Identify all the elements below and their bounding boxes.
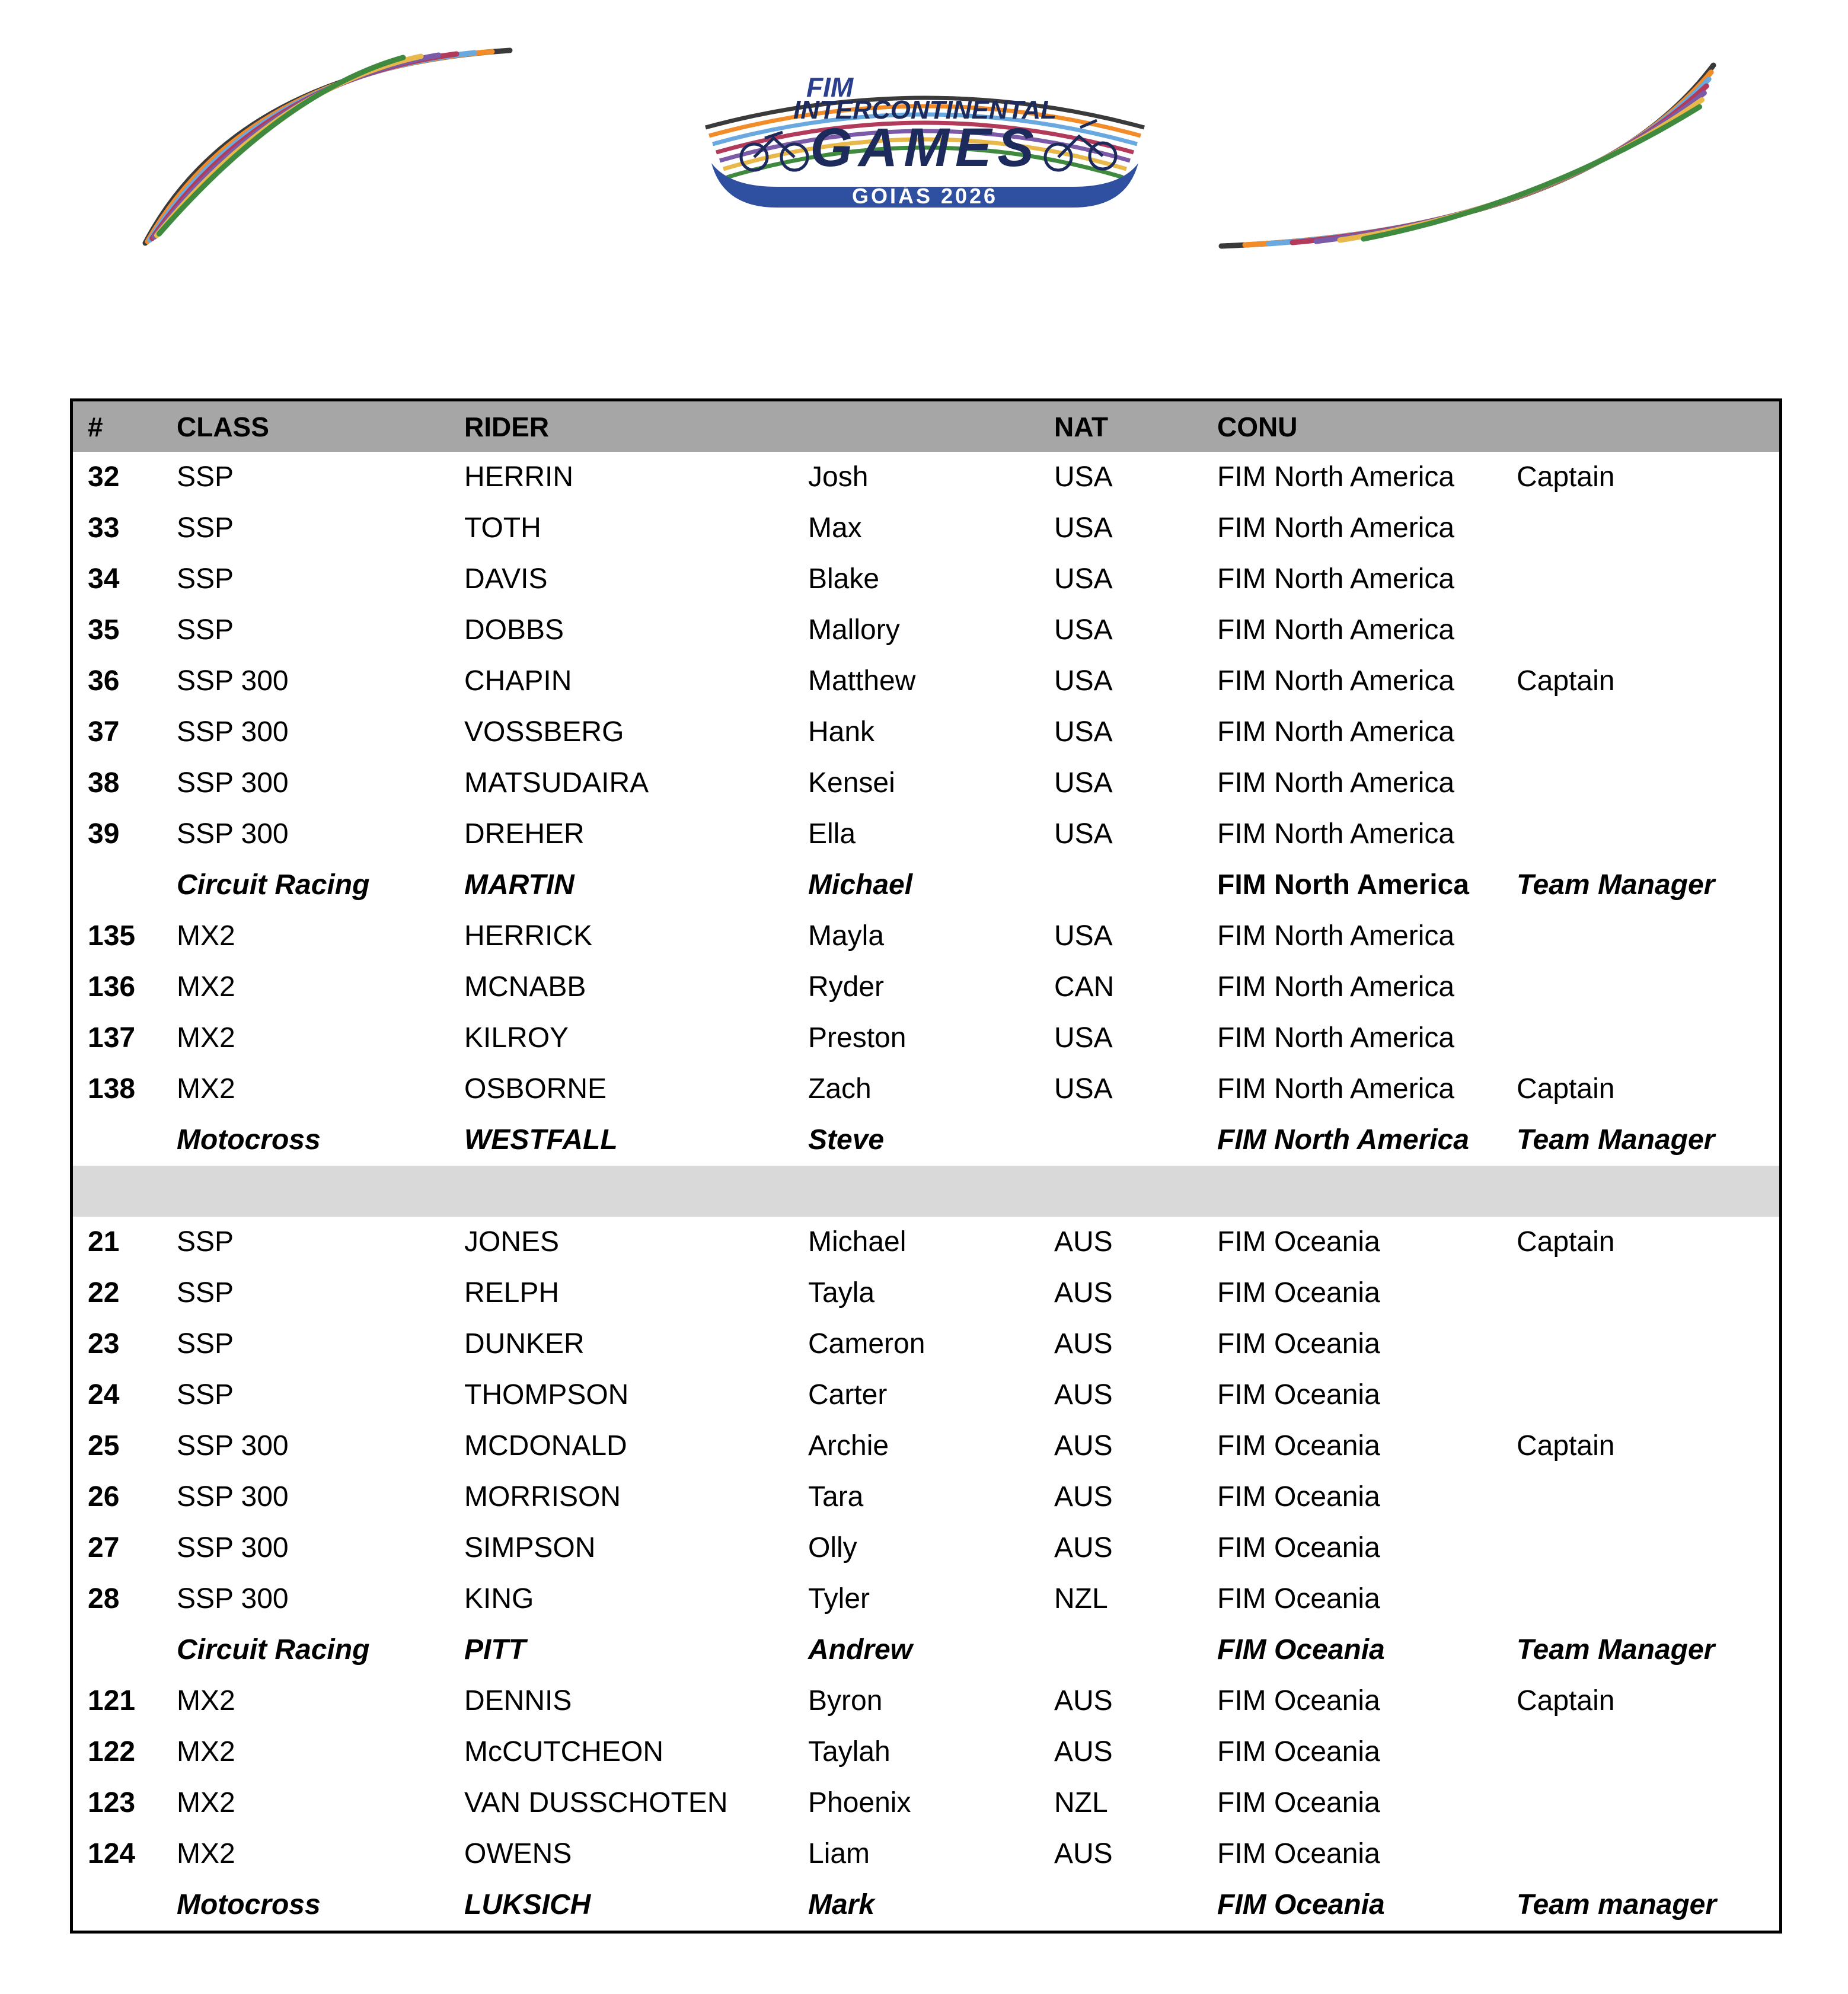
table-row (73, 1064, 1779, 1115)
logo-org-text: FIM (806, 72, 854, 103)
table-row (73, 656, 1779, 707)
decorative-stripes-left (142, 44, 634, 249)
cell-nat: AUS (1054, 1685, 1113, 1717)
cell-class: SSP (177, 563, 234, 595)
cell-last-name: THOMPSON (464, 1379, 629, 1411)
cell-number: 35 (88, 614, 120, 646)
table-row (73, 758, 1779, 809)
cell-conu: FIM North America (1217, 1073, 1455, 1105)
cell-nat: USA (1054, 767, 1113, 799)
cell-class: SSP 300 (177, 665, 289, 697)
team-manager-row (73, 860, 1779, 911)
cell-nat: AUS (1054, 1379, 1113, 1411)
team-manager-row (73, 1625, 1779, 1676)
cell-number: 121 (88, 1685, 136, 1717)
cell-number: 34 (88, 563, 120, 595)
header-number: # (88, 411, 103, 442)
cell-conu: FIM North America (1217, 869, 1469, 901)
cell-nat: USA (1054, 512, 1113, 544)
cell-conu: FIM Oceania (1217, 1634, 1385, 1666)
cell-last-name: MATSUDAIRA (464, 767, 649, 799)
cell-class: SSP 300 (177, 818, 289, 850)
stripe-line (1316, 93, 1704, 241)
cell-role: Team Manager (1517, 1124, 1715, 1156)
cell-role: Captain (1517, 461, 1615, 493)
cell-conu: FIM North America (1217, 920, 1455, 952)
cell-number: 26 (88, 1481, 120, 1513)
cell-first-name: Byron (808, 1685, 883, 1717)
stripe-line (1269, 79, 1709, 244)
cell-first-name: Zach (808, 1073, 872, 1105)
cell-number: 25 (88, 1430, 120, 1462)
cell-nat: USA (1054, 563, 1113, 595)
cell-conu: FIM North America (1217, 512, 1455, 544)
cell-conu: FIM Oceania (1217, 1532, 1380, 1564)
cell-last-name: DENNIS (464, 1685, 572, 1717)
cell-conu: FIM Oceania (1217, 1328, 1380, 1360)
cell-nat: USA (1054, 461, 1113, 493)
cell-first-name: Michael (808, 1226, 907, 1258)
cell-nat: AUS (1054, 1430, 1113, 1462)
cell-class: SSP (177, 1328, 234, 1360)
cell-nat: NZL (1054, 1787, 1108, 1818)
cell-class: MX2 (177, 1073, 235, 1105)
table-row (73, 1013, 1779, 1064)
cell-conu: FIM Oceania (1217, 1379, 1380, 1411)
cell-conu: FIM Oceania (1217, 1430, 1380, 1462)
cell-conu: FIM Oceania (1217, 1787, 1380, 1818)
cell-last-name: MARTIN (464, 869, 574, 901)
header-class: CLASS (177, 411, 269, 442)
cell-last-name: CHAPIN (464, 665, 572, 697)
cell-class: SSP (177, 461, 234, 493)
cell-first-name: Cameron (808, 1328, 925, 1360)
cell-last-name: DREHER (464, 818, 585, 850)
cell-nat: AUS (1054, 1277, 1113, 1309)
cell-first-name: Steve (808, 1124, 885, 1156)
cell-first-name: Carter (808, 1379, 888, 1411)
cell-class: MX2 (177, 1736, 235, 1768)
table-row (73, 809, 1779, 860)
cell-number: 32 (88, 461, 120, 493)
cell-first-name: Mallory (808, 614, 900, 646)
logo-title-line1: INTERCONTINENTAL (793, 95, 1057, 125)
cell-first-name: Mayla (808, 920, 885, 952)
cell-conu: FIM North America (1217, 665, 1455, 697)
cell-class: SSP (177, 1226, 234, 1258)
cell-number: 21 (88, 1226, 120, 1258)
cell-last-name: LUKSICH (464, 1889, 591, 1920)
table-row (73, 1319, 1779, 1370)
cell-first-name: Max (808, 512, 862, 544)
cell-nat: AUS (1054, 1226, 1113, 1258)
cell-class: MX2 (177, 1022, 235, 1054)
table-row (73, 605, 1779, 656)
cell-class: SSP 300 (177, 767, 289, 799)
cell-last-name: KILROY (464, 1022, 569, 1054)
section-separator (73, 1166, 1779, 1217)
cell-conu: FIM North America (1217, 563, 1455, 595)
cell-nat: USA (1054, 1073, 1113, 1105)
cell-nat: USA (1054, 818, 1113, 850)
table-row (73, 503, 1779, 554)
cell-conu: FIM North America (1217, 818, 1455, 850)
cell-last-name: MORRISON (464, 1481, 621, 1513)
cell-first-name: Andrew (808, 1634, 913, 1666)
cell-conu: FIM Oceania (1217, 1838, 1380, 1869)
cell-first-name: Blake (808, 563, 880, 595)
cell-nat: AUS (1054, 1532, 1113, 1564)
cell-role: Captain (1517, 1226, 1615, 1258)
stripe-line (148, 52, 492, 241)
cell-last-name: OWENS (464, 1838, 572, 1869)
cell-first-name: Taylah (808, 1736, 891, 1768)
cell-last-name: JONES (464, 1226, 560, 1258)
cell-class: MX2 (177, 1685, 235, 1717)
cell-number: 38 (88, 767, 120, 799)
cell-role: Team manager (1517, 1889, 1717, 1920)
cell-class: SSP (177, 614, 234, 646)
cell-last-name: HERRICK (464, 920, 593, 952)
table-body (73, 452, 1779, 1931)
cell-nat: USA (1054, 920, 1113, 952)
cell-number: 138 (88, 1073, 136, 1105)
cell-conu: FIM North America (1217, 461, 1455, 493)
cell-conu: FIM Oceania (1217, 1226, 1380, 1258)
cell-first-name: Preston (808, 1022, 907, 1054)
cell-first-name: Olly (808, 1532, 857, 1564)
cell-first-name: Phoenix (808, 1787, 911, 1818)
cell-role: Captain (1517, 1685, 1615, 1717)
table-row (73, 1574, 1779, 1625)
cell-class: Motocross (177, 1889, 321, 1920)
table-row (73, 1829, 1779, 1880)
table-row (73, 1727, 1779, 1778)
cell-nat: AUS (1054, 1736, 1113, 1768)
stripe-line (150, 53, 474, 240)
cell-conu: FIM North America (1217, 1124, 1469, 1156)
cell-class: SSP 300 (177, 716, 289, 748)
cell-last-name: WESTFALL (464, 1124, 618, 1156)
cell-class: MX2 (177, 971, 235, 1003)
cell-conu: FIM North America (1217, 614, 1455, 646)
stripe-line (157, 56, 422, 235)
stripe-line (155, 55, 439, 237)
logo-location-text: GOIÁS 2026 (851, 184, 998, 208)
cell-last-name: HERRIN (464, 461, 574, 493)
cell-last-name: KING (464, 1583, 534, 1615)
cell-class: Circuit Racing (177, 869, 370, 901)
cell-first-name: Michael (808, 869, 913, 901)
cell-number: 137 (88, 1022, 136, 1054)
table-row (73, 1370, 1779, 1421)
table-row (73, 1523, 1779, 1574)
cell-number: 123 (88, 1787, 136, 1818)
roster-table (70, 398, 1782, 1934)
table-row (73, 1676, 1779, 1727)
cell-number: 28 (88, 1583, 120, 1615)
stripe-line (145, 50, 510, 243)
table-row (73, 1268, 1779, 1319)
table-row (73, 1778, 1779, 1829)
cell-first-name: Ryder (808, 971, 885, 1003)
cell-class: MX2 (177, 920, 235, 952)
stripe-line (159, 58, 403, 234)
fim-games-logo (688, 68, 1162, 222)
table-row (73, 554, 1779, 605)
decorative-stripes-right (1209, 59, 1719, 249)
cell-number: 135 (88, 920, 136, 952)
cell-role: Team Manager (1517, 1634, 1715, 1666)
cell-number: 22 (88, 1277, 120, 1309)
cell-last-name: OSBORNE (464, 1073, 607, 1105)
cell-conu: FIM North America (1217, 716, 1455, 748)
cell-class: SSP (177, 1277, 234, 1309)
table-row (73, 1217, 1779, 1268)
cell-role: Captain (1517, 665, 1615, 697)
cell-first-name: Josh (808, 461, 869, 493)
cell-class: SSP 300 (177, 1532, 289, 1564)
cell-class: Motocross (177, 1124, 321, 1156)
cell-first-name: Liam (808, 1838, 870, 1869)
cell-nat: USA (1054, 716, 1113, 748)
team-manager-row (73, 1115, 1779, 1166)
cell-nat: NZL (1054, 1583, 1108, 1615)
cell-conu: FIM Oceania (1217, 1277, 1380, 1309)
header-rider: RIDER (464, 411, 550, 442)
cell-nat: AUS (1054, 1481, 1113, 1513)
cell-last-name: DAVIS (464, 563, 548, 595)
cell-number: 36 (88, 665, 120, 697)
stripe-line (152, 54, 457, 238)
cell-first-name: Ella (808, 818, 856, 850)
cell-class: MX2 (177, 1838, 235, 1869)
cell-nat: AUS (1054, 1328, 1113, 1360)
cell-first-name: Tara (808, 1481, 864, 1513)
cell-nat: USA (1054, 1022, 1113, 1054)
cell-last-name: MCDONALD (464, 1430, 627, 1462)
cell-last-name: MCNABB (464, 971, 586, 1003)
cell-role: Team Manager (1517, 869, 1715, 901)
cell-number: 24 (88, 1379, 120, 1411)
cell-first-name: Tayla (808, 1277, 875, 1309)
cell-number: 39 (88, 818, 120, 850)
cell-class: Circuit Racing (177, 1634, 370, 1666)
cell-number: 124 (88, 1838, 136, 1869)
table-row (73, 1421, 1779, 1472)
cell-first-name: Mark (808, 1889, 875, 1920)
cell-conu: FIM North America (1217, 971, 1455, 1003)
cell-number: 23 (88, 1328, 120, 1360)
table-row (73, 707, 1779, 758)
cell-last-name: McCUTCHEON (464, 1736, 663, 1768)
cell-first-name: Matthew (808, 665, 916, 697)
cell-nat: AUS (1054, 1838, 1113, 1869)
cell-number: 136 (88, 971, 136, 1003)
cell-last-name: DUNKER (464, 1328, 585, 1360)
cell-first-name: Kensei (808, 767, 895, 799)
stripe-line (1221, 65, 1713, 246)
cell-class: SSP 300 (177, 1430, 289, 1462)
cell-number: 27 (88, 1532, 120, 1564)
cell-role: Captain (1517, 1073, 1615, 1105)
cell-number: 122 (88, 1736, 136, 1768)
cell-last-name: VOSSBERG (464, 716, 624, 748)
cell-conu: FIM Oceania (1217, 1736, 1380, 1768)
cell-conu: FIM Oceania (1217, 1481, 1380, 1513)
header-nat: NAT (1054, 411, 1109, 442)
table-row (73, 911, 1779, 962)
cell-conu: FIM Oceania (1217, 1889, 1385, 1920)
header-conu: CONU (1217, 411, 1298, 442)
cell-first-name: Archie (808, 1430, 889, 1462)
table-header (73, 401, 1779, 452)
table-row (73, 452, 1779, 503)
logo-title-line2: GAMES (810, 117, 1040, 178)
cell-conu: FIM North America (1217, 1022, 1455, 1054)
stripe-line (1292, 86, 1706, 243)
cell-nat: USA (1054, 614, 1113, 646)
stripe-line (1340, 100, 1702, 241)
table-row (73, 962, 1779, 1013)
stripe-line (1245, 72, 1711, 245)
cell-class: MX2 (177, 1787, 235, 1818)
cell-conu: FIM Oceania (1217, 1685, 1380, 1717)
cell-nat: USA (1054, 665, 1113, 697)
cell-number: 33 (88, 512, 120, 544)
team-manager-row (73, 1880, 1779, 1931)
cell-last-name: TOTH (464, 512, 541, 544)
cell-number: 37 (88, 716, 120, 748)
cell-conu: FIM North America (1217, 767, 1455, 799)
cell-last-name: SIMPSON (464, 1532, 596, 1564)
table-row (73, 1472, 1779, 1523)
cell-role: Captain (1517, 1430, 1615, 1462)
cell-last-name: DOBBS (464, 614, 564, 646)
cell-last-name: VAN DUSSCHOTEN (464, 1787, 728, 1818)
cell-class: SSP 300 (177, 1481, 289, 1513)
cell-class: SSP (177, 512, 234, 544)
cell-class: SSP (177, 1379, 234, 1411)
cell-last-name: PITT (464, 1634, 526, 1666)
cell-first-name: Hank (808, 716, 875, 748)
cell-last-name: RELPH (464, 1277, 560, 1309)
cell-first-name: Tyler (808, 1583, 870, 1615)
cell-conu: FIM Oceania (1217, 1583, 1380, 1615)
cell-nat: CAN (1054, 971, 1115, 1003)
cell-class: SSP 300 (177, 1583, 289, 1615)
